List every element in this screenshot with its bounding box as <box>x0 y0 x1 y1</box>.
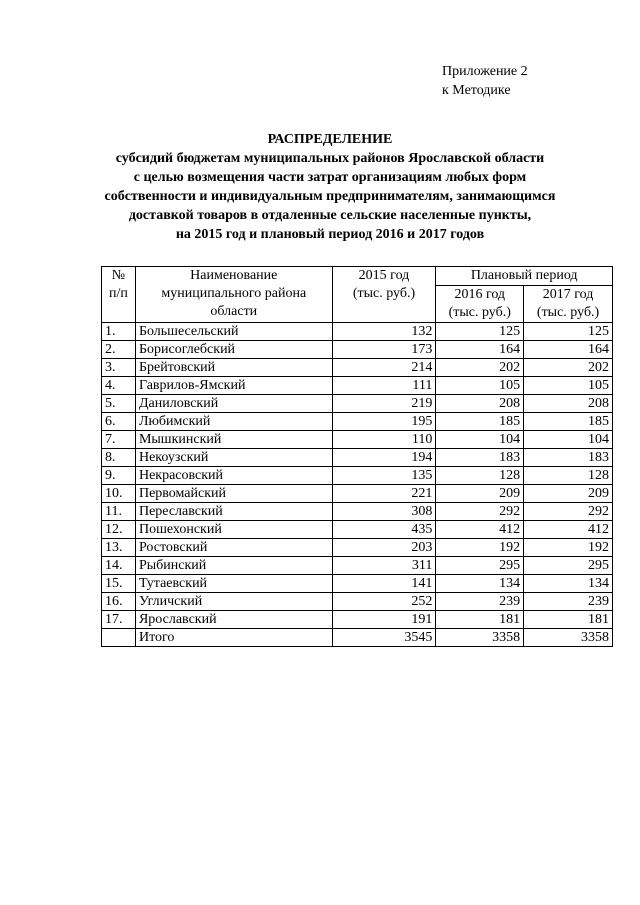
value-2015: 173 <box>332 341 436 359</box>
table-row <box>102 431 613 449</box>
total-2016: 3358 <box>436 629 524 647</box>
table-row <box>102 323 613 341</box>
value-2016: 412 <box>436 521 524 539</box>
table-row <box>102 449 613 467</box>
total-2015: 3545 <box>332 629 436 647</box>
value-2015: 135 <box>332 467 436 485</box>
header-number-line-1: № <box>111 268 126 283</box>
value-2016: 208 <box>436 395 524 413</box>
row-number: 3. <box>102 359 136 377</box>
value-2017: 295 <box>524 557 613 575</box>
value-2017: 208 <box>524 395 613 413</box>
value-2015: 311 <box>332 557 436 575</box>
value-2015: 141 <box>332 575 436 593</box>
total-label: Итого <box>135 629 332 647</box>
value-2017: 412 <box>524 521 613 539</box>
value-2016: 128 <box>436 467 524 485</box>
value-2016: 209 <box>436 485 524 503</box>
table-body <box>102 323 613 647</box>
row-number: 7. <box>102 431 136 449</box>
value-2017: 125 <box>524 323 613 341</box>
table-row <box>102 467 613 485</box>
district-name: Борисоглебский <box>135 341 332 359</box>
row-number: 17. <box>102 611 136 629</box>
row-number: 1. <box>102 323 136 341</box>
district-name: Тутаевский <box>135 575 332 593</box>
total-number-cell <box>102 629 136 647</box>
document-title <box>60 130 600 244</box>
total-2017: 3358 <box>524 629 613 647</box>
title-line-4: собственности и индивидуальным предпринимателям, занимающимся <box>104 189 556 204</box>
table-row <box>102 503 613 521</box>
row-number: 4. <box>102 377 136 395</box>
title-line-5: доставкой товаров в отдаленные сельские населенные пункты, <box>128 208 532 223</box>
header-name-line-2: муниципального района <box>161 286 307 301</box>
annex-note <box>442 62 528 100</box>
district-name: Любимский <box>135 413 332 431</box>
value-2015: 195 <box>332 413 436 431</box>
header-2016-line-2: (тыс. руб.) <box>448 305 511 320</box>
table-row <box>102 593 613 611</box>
title-line-3: с целью возмещения части затрат организациям любых форм <box>133 170 527 185</box>
table-row <box>102 521 613 539</box>
value-2015: 221 <box>332 485 436 503</box>
header-2016-line-1: 2016 год <box>454 287 506 302</box>
district-name: Угличский <box>135 593 332 611</box>
row-number: 11. <box>102 503 136 521</box>
value-2015: 435 <box>332 521 436 539</box>
value-2015: 111 <box>332 377 436 395</box>
district-name: Брейтовский <box>135 359 332 377</box>
header-2017 <box>524 286 613 323</box>
header-2017-line-1: 2017 год <box>542 287 594 302</box>
value-2017: 239 <box>524 593 613 611</box>
value-2016: 295 <box>436 557 524 575</box>
value-2016: 134 <box>436 575 524 593</box>
value-2017: 104 <box>524 431 613 449</box>
value-2016: 181 <box>436 611 524 629</box>
annex-line-2: к Методике <box>442 83 511 98</box>
value-2016: 192 <box>436 539 524 557</box>
header-name-line-3: области <box>210 304 258 319</box>
value-2017: 183 <box>524 449 613 467</box>
table-row <box>102 539 613 557</box>
distribution-table <box>101 266 613 647</box>
district-name: Даниловский <box>135 395 332 413</box>
district-name: Пошехонский <box>135 521 332 539</box>
title-line-1: РАСПРЕДЕЛЕНИЕ <box>267 132 393 147</box>
value-2016: 239 <box>436 593 524 611</box>
row-number: 14. <box>102 557 136 575</box>
table-row <box>102 485 613 503</box>
row-number: 16. <box>102 593 136 611</box>
header-2016 <box>436 286 524 323</box>
value-2015: 308 <box>332 503 436 521</box>
value-2016: 202 <box>436 359 524 377</box>
table-row <box>102 575 613 593</box>
row-number: 15. <box>102 575 136 593</box>
value-2017: 185 <box>524 413 613 431</box>
table-row <box>102 395 613 413</box>
district-name: Ярославский <box>135 611 332 629</box>
value-2015: 214 <box>332 359 436 377</box>
table-row <box>102 377 613 395</box>
district-name: Некоузский <box>135 449 332 467</box>
value-2015: 219 <box>332 395 436 413</box>
district-name: Мышкинский <box>135 431 332 449</box>
table-row <box>102 611 613 629</box>
district-name: Некрасовский <box>135 467 332 485</box>
district-name: Гаврилов-Ямский <box>135 377 332 395</box>
header-2015 <box>332 267 436 323</box>
header-district-name <box>135 267 332 323</box>
value-2015: 110 <box>332 431 436 449</box>
value-2017: 181 <box>524 611 613 629</box>
header-number-line-2: п/п <box>109 286 128 301</box>
annex-line-1: Приложение 2 <box>442 64 528 79</box>
district-name: Большесельский <box>135 323 332 341</box>
value-2017: 164 <box>524 341 613 359</box>
total-row <box>102 629 613 647</box>
title-line-2: субсидий бюджетам муниципальных районов Ярославской области <box>115 151 545 166</box>
value-2015: 194 <box>332 449 436 467</box>
header-name-line-1: Наименование <box>190 268 278 283</box>
value-2015: 252 <box>332 593 436 611</box>
value-2017: 292 <box>524 503 613 521</box>
value-2016: 164 <box>436 341 524 359</box>
district-name: Первомайский <box>135 485 332 503</box>
header-2017-line-2: (тыс. руб.) <box>536 305 600 320</box>
row-number: 2. <box>102 341 136 359</box>
header-row <box>102 267 613 286</box>
table-row <box>102 341 613 359</box>
row-number: 6. <box>102 413 136 431</box>
value-2016: 125 <box>436 323 524 341</box>
district-name: Ростовский <box>135 539 332 557</box>
row-number: 8. <box>102 449 136 467</box>
value-2017: 128 <box>524 467 613 485</box>
district-name: Рыбинский <box>135 557 332 575</box>
table-row <box>102 413 613 431</box>
title-line-6: на 2015 год и плановый период 2016 и 2017 годов <box>175 227 485 242</box>
value-2017: 192 <box>524 539 613 557</box>
row-number: 9. <box>102 467 136 485</box>
value-2017: 134 <box>524 575 613 593</box>
table-row <box>102 359 613 377</box>
header-2015-line-1: 2015 год <box>358 268 410 283</box>
header-2015-line-2: (тыс. руб.) <box>352 286 416 301</box>
value-2015: 203 <box>332 539 436 557</box>
district-name: Переславский <box>135 503 332 521</box>
row-number: 13. <box>102 539 136 557</box>
value-2016: 183 <box>436 449 524 467</box>
value-2017: 202 <box>524 359 613 377</box>
table-row <box>102 557 613 575</box>
value-2016: 185 <box>436 413 524 431</box>
row-number: 10. <box>102 485 136 503</box>
value-2015: 191 <box>332 611 436 629</box>
value-2017: 105 <box>524 377 613 395</box>
header-number <box>102 267 136 323</box>
value-2015: 132 <box>332 323 436 341</box>
row-number: 12. <box>102 521 136 539</box>
value-2017: 209 <box>524 485 613 503</box>
value-2016: 104 <box>436 431 524 449</box>
value-2016: 292 <box>436 503 524 521</box>
row-number: 5. <box>102 395 136 413</box>
value-2016: 105 <box>436 377 524 395</box>
header-plan-period: Плановый период <box>436 267 613 286</box>
